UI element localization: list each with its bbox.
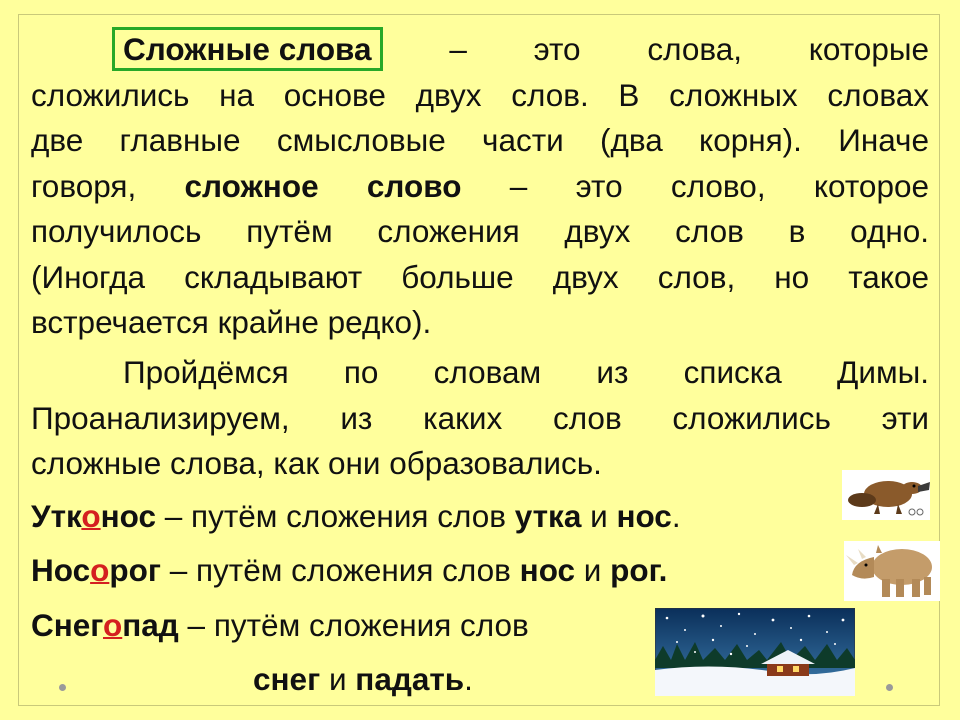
platypus-image <box>842 470 930 520</box>
connecting-vowel: о <box>90 552 110 588</box>
para1-line-2: сложились на основе двух слов. В сложных словах <box>31 76 929 113</box>
para2-line-1: Пройдёмся по словам из списка Димы. <box>123 354 929 390</box>
bullet-dot-right <box>886 684 893 691</box>
example-row-platypus: Утконос – путём сложения слов утка и нос. <box>31 498 681 534</box>
para1-line-3: две главные смысловые части (два корня). Иначе <box>31 122 929 158</box>
para2-line-2: Проанализируем, из каких слов сложились эти <box>31 399 929 436</box>
para1-line-4: говоря, сложное слово – это слово, которое <box>31 167 930 204</box>
bullet-dot-left <box>59 684 66 691</box>
snowfall-image <box>655 608 855 696</box>
para1-line-5: получилось путём сложения двух слов в одно. <box>31 213 929 249</box>
connecting-vowel: о <box>81 498 101 534</box>
para2-line-3: сложные слова, как они образовались. <box>31 445 602 481</box>
definition-paragraph <box>31 27 929 346</box>
para1-line-1: Сложные слова – это слова, которые <box>31 27 929 73</box>
example-row-snowfall-cont: снег и падать. <box>253 661 473 697</box>
para1-line-7: встречается крайне редко). <box>31 304 432 340</box>
example-row-snowfall: Снегопад – путём сложения слов <box>31 607 529 643</box>
example-row-rhino: Носорог – путём сложения слов нос и рог. <box>31 552 668 588</box>
analysis-paragraph <box>31 350 929 487</box>
term-highlight-box: Сложные слова <box>112 27 383 71</box>
rhino-image <box>844 541 940 601</box>
connecting-vowel: о <box>103 607 123 643</box>
para1-line-6: (Иногда складывают больше двух слов, но такое <box>31 258 929 295</box>
